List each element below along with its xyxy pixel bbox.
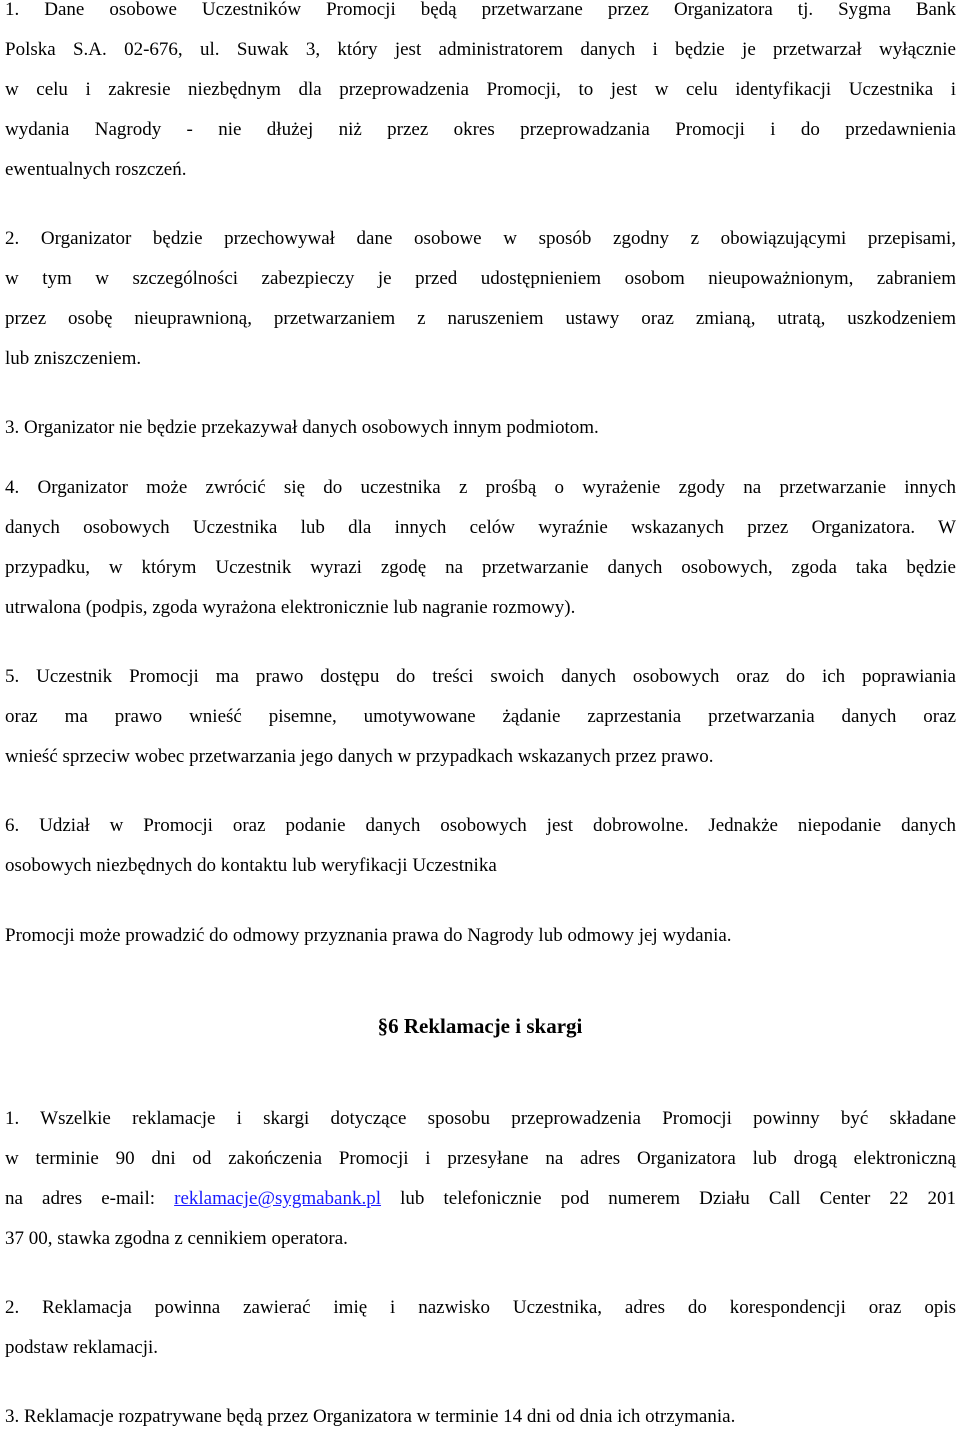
- paragraph-6-line-1: 6. Udział w Promocji oraz podanie danych osobowych jest dobrowolne. Jednakże niepodanie danych: [5, 815, 956, 836]
- email-prefix: na adres e-mail:: [5, 1188, 175, 1209]
- complaints-1-line-2: w terminie 90 dni od zakończenia Promocji i przesyłane na adres Organizatora lub drogą elektroniczną: [5, 1148, 956, 1169]
- paragraph-2-line-3: przez osobę nieuprawnioną, przetwarzaniem z naruszeniem ustawy oraz zmianą, utratą, uszkodzeniem: [5, 308, 956, 329]
- paragraph-7-line-1: Promocji może prowadzić do odmowy przyznania prawa do Nagrody lub odmowy jej wydania.: [5, 925, 732, 946]
- paragraph-2-line-1: 2. Organizator będzie przechowywał dane osobowe w sposób zgodny z obowiązującymi przepisami,: [5, 228, 956, 249]
- email-link[interactable]: reklamacje@sygmabank.pl: [174, 1188, 382, 1209]
- paragraph-2-line-2: w tym w szczególności zabezpieczy je przed udostępnieniem osobom nieupoważnionym, zabraniem: [5, 268, 956, 289]
- paragraph-1-line-1: 1. Dane osobowe Uczestników Promocji będą przetwarzane przez Organizatora tj. Sygma Bank: [5, 0, 956, 20]
- paragraph-4-line-4: utrwalona (podpis, zgoda wyrażona elektronicznie lub nagranie rozmowy).: [5, 597, 576, 618]
- complaints-1-line-4: 37 00, stawka zgodna z cennikiem operatora.: [5, 1228, 348, 1249]
- paragraph-1-line-3: w celu i zakresie niezbędnym dla przeprowadzenia Promocji, to jest w celu identyfikacji Uczestnika i: [5, 79, 956, 100]
- complaints-1-line-3: [5, 1186, 956, 1212]
- paragraph-1-line-2: Polska S.A. 02-676, ul. Suwak 3, który jest administratorem danych i będzie je przetwarzał wyłącznie: [5, 39, 956, 60]
- paragraph-5-line-1: 5. Uczestnik Promocji ma prawo dostępu do treści swoich danych osobowych oraz do ich poprawiania: [5, 666, 956, 687]
- paragraph-2-line-4: lub zniszczeniem.: [5, 348, 142, 369]
- paragraph-4-line-1: 4. Organizator może zwrócić się do uczestnika z prośbą o wyrażenie zgody na przetwarzanie innych: [5, 477, 956, 498]
- complaints-3-line-1: 3. Reklamacje rozpatrywane będą przez Organizatora w terminie 14 dni od dnia ich otrzymania.: [5, 1406, 736, 1427]
- email-suffix: lub telefonicznie pod numerem Działu Call Center 22 201: [381, 1188, 956, 1209]
- section-heading: §6 Reklamacje i skargi: [377, 1014, 583, 1038]
- paragraph-1-line-4: wydania Nagrody - nie dłużej niż przez okres przeprowadzania Promocji i do przedawnienia: [5, 119, 956, 140]
- paragraph-5-line-2: oraz ma prawo wnieść pisemne, umotywowane żądanie zaprzestania przetwarzania danych oraz: [5, 706, 956, 727]
- paragraph-1-line-5: ewentualnych roszczeń.: [5, 159, 187, 180]
- complaints-2-line-1: 2. Reklamacja powinna zawierać imię i nazwisko Uczestnika, adres do korespondencji oraz opis: [5, 1297, 956, 1318]
- paragraph-6-line-2: osobowych niezbędnych do kontaktu lub weryfikacji Uczestnika: [5, 855, 497, 876]
- complaints-1-line-1: 1. Wszelkie reklamacje i skargi dotyczące sposobu przeprowadzenia Promocji powinny być składane: [5, 1108, 956, 1129]
- paragraph-5-line-3: wnieść sprzeciw wobec przetwarzania jego danych w przypadkach wskazanych przez prawo.: [5, 746, 714, 767]
- complaints-2-line-2: podstaw reklamacji.: [5, 1337, 159, 1358]
- paragraph-4-line-2: danych osobowych Uczestnika lub dla innych celów wyraźnie wskazanych przez Organizatora. W: [5, 517, 956, 538]
- paragraph-3-line-1: 3. Organizator nie będzie przekazywał danych osobowych innym podmiotom.: [5, 417, 599, 438]
- paragraph-4-line-3: przypadku, w którym Uczestnik wyrazi zgodę na przetwarzanie danych osobowych, zgoda taka będzie: [5, 557, 956, 578]
